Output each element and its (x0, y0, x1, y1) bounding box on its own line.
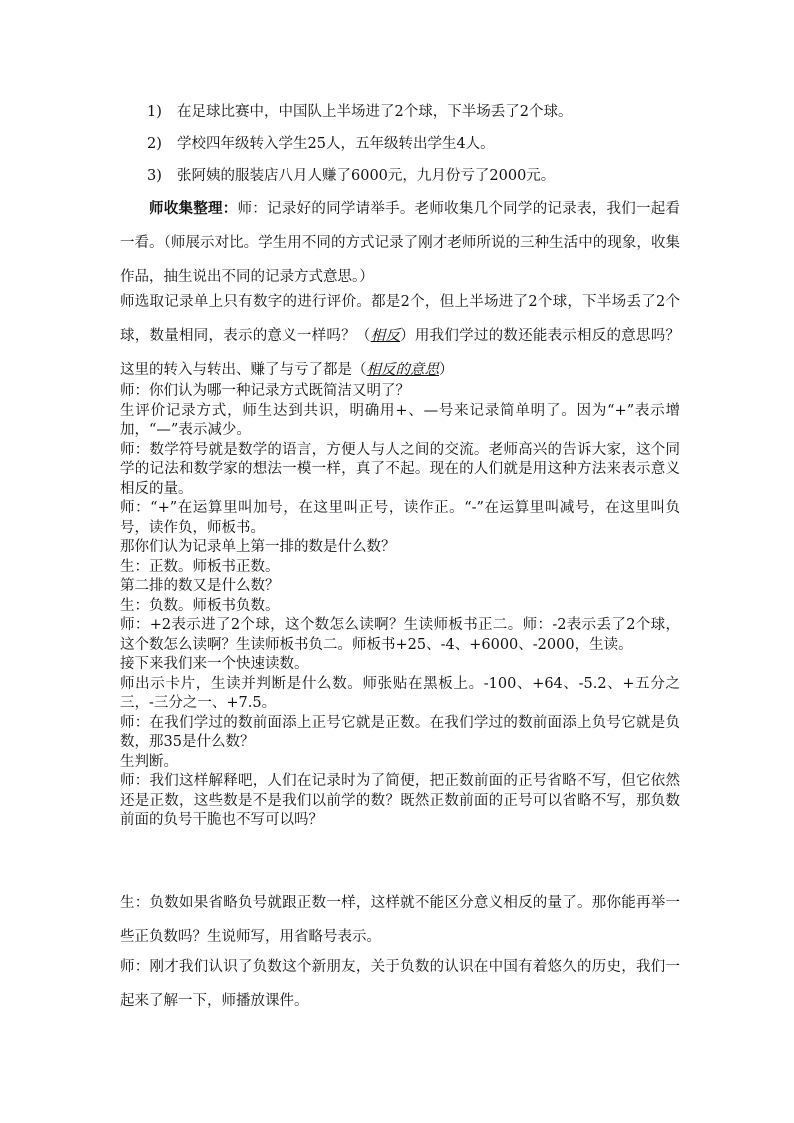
list-text: 学校四年级转入学生25人，五年级转出学生4人。 (177, 136, 495, 152)
dialogue-line: 生：正数。师板书正数。 (120, 558, 280, 575)
paragraph-text: 师：记录好的同学请举手。老师收集几个同学的记录表，我们一起看一看。（师展示对比。学生用不同的方式记录了刚才老师所说的三种生活中的现象，收集作品，抽生说出不同的记录方式意思。） (120, 201, 681, 285)
dialogue-line: 第二排的数又是什么数？ (120, 578, 280, 594)
dialogue-block (120, 382, 680, 831)
list-text: 在足球比赛中，中国队上半场进了2个球，下半场丢了2个球。 (177, 104, 573, 120)
dialogue-line: 师：你们认为哪一种记录方式既简洁又明了？ (120, 383, 410, 399)
paragraph-student: 生：负数如果省略负号就跟正数一样，这样就不能区分意义相反的量了。那你能再举一些正负数吗？生说师写，用省略号表示。 (120, 895, 680, 945)
list-number: 2) (147, 136, 162, 152)
dialogue-line: 生：负数。师板书负数。 (120, 597, 280, 614)
dialogue-line: 师出示卡片，生读并判断是什么数。师张贴在黑板上。-100、+64、-5.2、+五分之三，-三分之一、+7.5。 (120, 675, 680, 711)
paragraph-collect (120, 192, 680, 294)
dialogue-line: 师：在我们学过的数前面添上正号它就是正数。在我们学过的数前面添上负号它就是负数，那35是什么数？ (120, 714, 680, 750)
list-number: 1) (147, 104, 162, 120)
dialogue-line: 师：“+”在运算里叫加号，在这里叫正号，读作正。“-”在运算里叫减号，在这里叫负号，读作负，师板书。 (120, 500, 680, 536)
dialogue-line: 生评价记录方式，师生达到共识，明确用+、—号来记录简单明了。因为“+”表示增加，“—”表示减少。 (120, 402, 680, 438)
dialogue-line: 那你们认为记录单上第一排的数是什么数？ (120, 539, 396, 555)
paragraph-history: 师：刚才我们认识了负数这个新朋友，关于负数的认识在中国有着悠久的历史，我们一起来了解一下，师播放课件。 (120, 959, 680, 1009)
dialogue-line: 师：我们这样解释吧，人们在记录时为了简便，把正数前面的正号省略不写，但它依然还是正数，这些数是不是我们以前学的数？既然正数前面的正号可以省略不写，那负数前面的负号干脆也不写可以吗？ (120, 773, 680, 828)
dialogue-line: 师：数学符号就是数学的语言，方便人与人之间的交流。老师高兴的告诉大家，这个同学的记法和数学家的想法一模一样，真了不起。现在的人们就是用这种方法来表示意义相反的量。 (120, 441, 680, 497)
list-item (147, 132, 495, 153)
dialogue-line: 师：+2表示进了2个球，这个数怎么读啊？生读师板书正二。师：-2表示丢了2个球，这个数怎么读啊？生读师板书负二。师板书+25、-4、+6000、-2000，生读。 (120, 617, 680, 653)
dialogue-line: 生判断。 (120, 753, 178, 770)
list-number: 3) (147, 168, 162, 184)
underlined-answer: 相反 (370, 328, 401, 344)
list-item (147, 164, 555, 185)
dialogue-line: 接下来我们来一个快速读数。 (120, 656, 309, 672)
list-text: 张阿姨的服装店八月人赚了6000元，九月份亏了2000元。 (177, 168, 556, 184)
list-item (147, 100, 572, 121)
paragraph-lead: 师收集整理： (149, 200, 238, 217)
underlined-answer: 相反的意思 (366, 362, 439, 378)
paragraph-evaluate: 师选取记录单上只有数字的进行评价。都是2个，但上半场进了2个球，下半场丢了2个球，数量相同，表示的意义一样吗？（相反）用我们学过的数还能表示相反的意思吗？这里的转入与转出、赚了与亏了都是（相反的意思） (120, 294, 681, 378)
